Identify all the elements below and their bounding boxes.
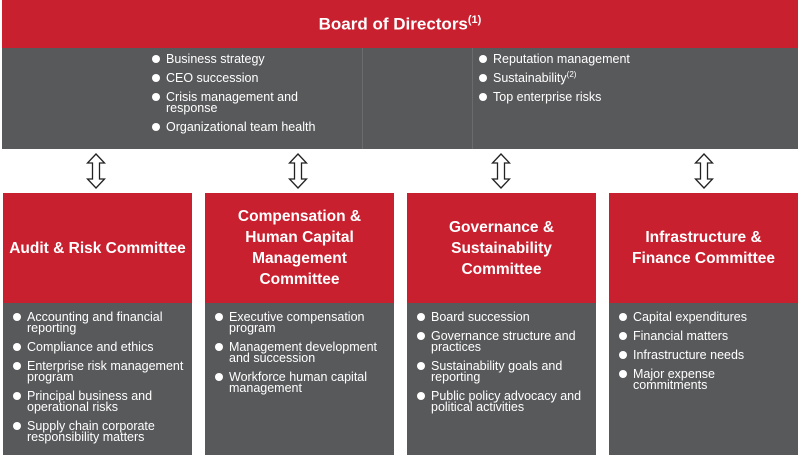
committee-item: Capital expenditures [619,312,792,323]
committee-audit-risk [3,193,192,455]
board-item-reputation-management: Reputation management [479,54,679,65]
committee-governance-sustainability [407,193,596,455]
sustainability-footnote: (2) [566,69,577,79]
committee-item: Public policy advocacy and political activities [417,391,590,413]
committee-item: Executive compensation program [215,312,388,334]
board-title: Board of Directors$^{(1)}$ [318,13,482,34]
committee-title: Governance & Sustainability Committee [407,193,596,303]
committee-list [13,312,186,443]
committee-list [417,312,590,413]
board-list-left [152,54,327,141]
committee-list [619,312,792,391]
committee-item: Supply chain corporate responsibility matters [13,421,186,443]
committee-item: Financial matters [619,331,792,342]
committee-list [215,312,388,394]
committee-item: Enterprise risk management program [13,361,186,383]
board-item-business-strategy: Business strategy [152,54,327,65]
committee-item: Workforce human capital management [215,372,388,394]
board-responsibilities-panel [2,48,798,149]
committee-item: Management development and succession [215,342,388,364]
committee-title: Compensation & Human Capital Management Committee [205,193,394,303]
board-list-right [479,54,679,111]
committee-item: Board succession [417,312,590,323]
committee-item: Accounting and financial reporting [13,312,186,334]
board-item-ceo-succession: CEO succession [152,73,327,84]
committee-responsibilities [609,303,798,455]
board-item-top-enterprise-risks: Top enterprise risks [479,92,679,103]
committee-title: Audit & Risk Committee [3,193,192,303]
board-item-sustainability: Sustainability$^{(2)}$ [479,73,679,84]
committee-title: Infrastructure & Finance Committee [609,193,798,303]
double-arrow-icon [491,153,511,189]
committee-item: Major expense commitments [619,369,792,391]
board-item-organizational-team-health: Organizational team health [152,122,327,133]
board-header [2,0,798,48]
double-arrow-icon [86,153,106,189]
board-title-footnote: (1) [467,13,482,26]
committee-responsibilities [407,303,596,455]
panel-divider [362,48,363,149]
committee-item: Compliance and ethics [13,342,186,353]
committee-responsibilities [3,303,192,455]
double-arrow-icon [288,153,308,189]
committee-item: Principal business and operational risks [13,391,186,413]
committee-item: Infrastructure needs [619,350,792,361]
committee-item: Governance structure and practices [417,331,590,353]
double-arrow-icon [694,153,714,189]
board-item-crisis-management: Crisis management and response [152,92,327,114]
committee-responsibilities [205,303,394,455]
panel-divider [472,48,473,149]
committee-item: Sustainability goals and reporting [417,361,590,383]
committee-infrastructure-finance [609,193,798,455]
committee-compensation-human-capital [205,193,394,455]
